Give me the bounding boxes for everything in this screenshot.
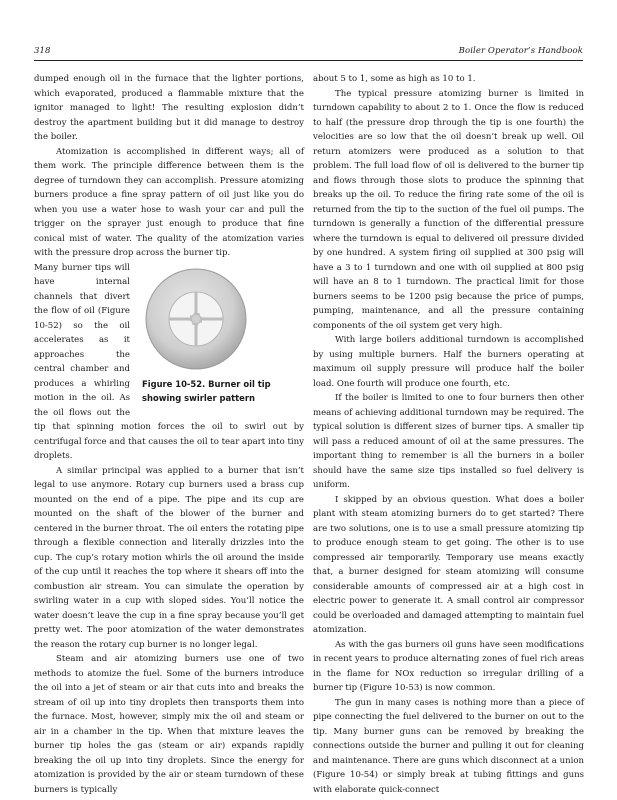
right-paragraph-3: With large boilers additional turndown is accomplished by using multiple burners. Half the burners operating at maximum oil supply pressure will produce half the boiler load. One fourth will produce one fourth, etc. — [313, 335, 584, 389]
left-column — [34, 72, 304, 795]
left-paragraph-1: dumped enough oil in the furnace that the lighter portions, which evaporated, produced a flammable mixture that the ignitor managed to light! The resulting explosion didn’t destroy the apartment building but it did manage to destroy the boiler. — [34, 74, 304, 142]
figure-caption: Figure 10-52. Burner oil tip showing swirler pattern — [142, 378, 271, 403]
burner-oil-tip-swirler-image — [144, 267, 248, 371]
right-paragraph-6: As with the gas burners oil guns have seen modifications in recent years to produce alternating zones of fuel rich areas in the flame for NOx reduction so irregular drilling of a burner tip (Figure 10-53) is now common. — [313, 639, 584, 693]
figure-10-52 — [136, 265, 304, 405]
left-paragraph-2b: Many burner tips will have internal channels that divert the flow of oil (Figure 10-52) so the oil accelerates as it approaches the central chamber and produces a whirling motion in the oil. As the oil flows out the tip that spinning motion forces the oil to swirl out by centrifugal force and that causes the oil to tear apart into tiny droplets. — [34, 262, 304, 461]
left-paragraph-3: A similar principal was applied to a burner that isn’t legal to use anymore. Rotary cup burners used a brass cup mounted on the end of a pipe. The pipe and its cup are mounted on the shaft of the blower of the burner and centered in the burner throat. The oil enters the rotating pipe through a flexible connection and literally drizzles into the cup. The cup’s rotary motion whirls the oil around the inside of the cup until it reaches the top where it shears off into the combustion air stream. You can simulate the operation by swirling water in a cup with sloped sides. You’ll notice the water doesn’t leave the cup in a fine spray because you’ll get pretty wet. The poor atomization of the water demonstrates the reason the rotary cup burner is no longer legal. — [34, 465, 304, 650]
running-header — [34, 46, 583, 58]
left-paragraph-4: Steam and air atomizing burners use one of two methods to atomize the fuel. Some of the burners introduce the oil into a jet of steam or air that cuts into and breaks the stream of oil up into tiny droplets then transports them into the furnace. Most, however, simply mix the oil and steam or air in a chamber in the tip. When that mixture leaves the burner tip holes the gas (steam or air) expands rapidly breaking the oil up into tiny droplets. Since the energy for atomization is provided by the air or steam turndown of these burners is typically — [34, 654, 304, 795]
left-paragraph-2a: Atomization is accomplished in different ways; all of them work. The principle difference between them is the degree of turndown they can accomplish. Pressure atomizing burners produce a fine spray pattern of oil just like you do when you use a water hose to wash your car and pull the trigger on the sprayer just enough to produce that fine conical mist of water. The quality of the atomization varies with the pressure drop across the burner tip. — [34, 146, 304, 258]
book-title: Boiler Operator’s Handbook — [458, 46, 583, 56]
header-rule — [34, 60, 583, 61]
page-number: 318 — [34, 46, 51, 56]
right-column — [313, 72, 584, 795]
right-paragraph-5: I skipped by an obvious question. What does a boiler plant with steam atomizing burners do to get started? There are two solutions, one is to use a small pressure atomizing tip to produce enough steam to get going. The other is to use compressed air temporarily. Temporary use means exactly that, a burner designed for steam atomizing will consume considerable amounts of compressed air at a high cost in electric power to generate it. A small control air compressor could be overloaded and damaged attempting to maintain fuel atomization. — [313, 494, 584, 635]
right-paragraph-4: If the boiler is limited to one to four burners then other means of achieving additional turndown may be required. The typical solution is different sizes of burner tips. A smaller tip will pass a reduced amount of oil at the same pressures. The important thing to remember is all the burners in a boiler should have the same size tips installed so fuel delivery is uniform. — [313, 393, 584, 490]
right-paragraph-2: The typical pressure atomizing burner is limited in turndown capability to about 2 to 1. Once the flow is reduced to half (the pressure drop through the tip is one fourth) the velocities are so low that the oil doesn’t break up well. Oil return atomizers were produced as a solution to that problem. The full load flow of oil is delivered to the burner tip and flows through those slots to produce the spinning that breaks up the oil. To reduce the firing rate some of the oil is returned from the tip to the suction of the fuel oil pumps. The turndown is generally a function of the differential pressure where the turndown is equal to delivered oil pressure divided by one hundred. A system firing oil supplied at 300 psig will have a 3 to 1 turndown and one with oil supplied at 800 psig will have an 8 to 1 turndown. The practical limit for those burners seems to be 1200 psig because the price of pumps, pumping, maintenance, and all the pressure containing components of the oil system get very high. — [313, 88, 584, 331]
right-paragraph-1: about 5 to 1, some as high as 10 to 1. — [313, 74, 476, 84]
right-paragraph-7: The gun in many cases is nothing more than a piece of pipe connecting the fuel delivered to the burner on out to the tip. Many burner guns can be removed by breaking the connections outside the burner and pulling it out for cleaning and maintenance. There are guns which disconnect at a union (Figure 10-54) or simply break at tubing fittings and guns with elaborate quick-connect — [313, 697, 584, 795]
